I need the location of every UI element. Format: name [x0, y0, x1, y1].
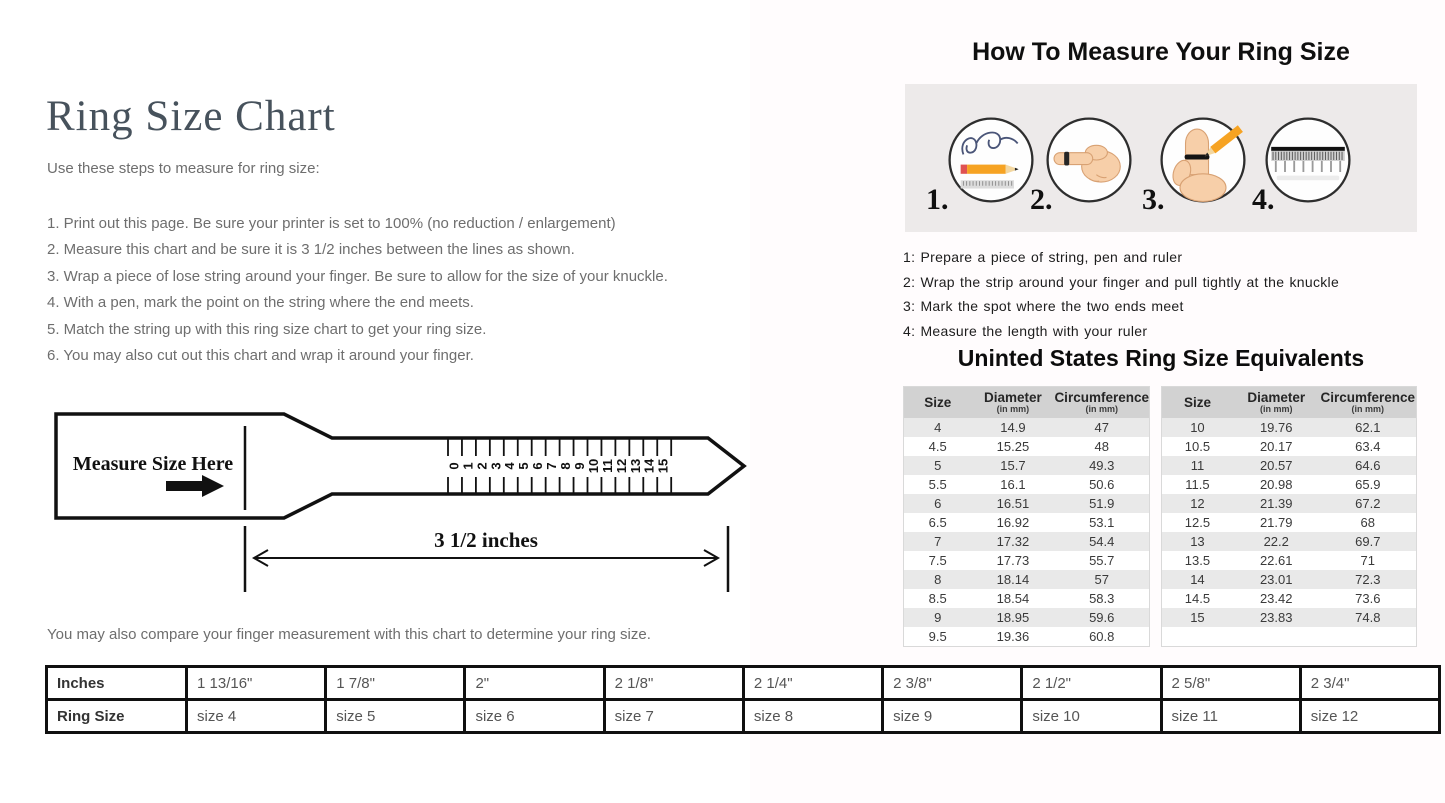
- scale-number: 2: [474, 462, 490, 470]
- table-cell: 16.1: [1000, 477, 1026, 492]
- table-cell: 7: [904, 532, 972, 551]
- instruction-line: 1. Print out this page. Be sure your printer is set to 100% (no reduction / enlargement): [47, 215, 616, 232]
- table-cell: 6.5: [928, 515, 947, 530]
- table-cell: size 6: [465, 700, 604, 733]
- table-cell: 49.3: [1054, 456, 1149, 475]
- table-cell: 2 1/8": [604, 667, 743, 700]
- table-cell: 16.92: [996, 515, 1030, 530]
- ring-sizer-graphic: [52, 406, 752, 602]
- filler-row: [1162, 627, 1417, 646]
- instruction-line: 5. Match the string up with this ring size chart to get your ring size.: [47, 320, 487, 338]
- table-cell: 4.5: [928, 439, 947, 454]
- unit-note: (in mm): [1085, 404, 1118, 414]
- table-cell: 5: [904, 456, 972, 475]
- table-cell: 63.4: [1355, 439, 1381, 454]
- table-cell: 18.95: [971, 608, 1054, 627]
- table-cell: 74.8: [1320, 608, 1417, 627]
- table-row: [47, 667, 1440, 700]
- table-cell: 15: [1162, 608, 1233, 627]
- table-cell: 22.2: [1233, 532, 1320, 551]
- table-cell: 2 1/4": [743, 667, 882, 700]
- table-cell: 17.32: [971, 532, 1054, 551]
- table-cell: 11.5: [1185, 477, 1210, 492]
- table-row: [904, 456, 1150, 475]
- table-row: [904, 551, 1150, 570]
- howto-step-number-1: 1.: [926, 183, 949, 216]
- mark-string-icon: [1157, 114, 1249, 206]
- table-row: [1162, 589, 1417, 608]
- table-row: [1162, 570, 1417, 589]
- table-cell: 23.42: [1259, 591, 1293, 606]
- column-header: Circumference (in mm): [1054, 387, 1149, 419]
- table-cell: 4: [904, 418, 972, 437]
- unit-note: (in mm): [996, 404, 1030, 414]
- width-label: 3 1/2 inches: [434, 528, 538, 552]
- table-row: [1162, 608, 1417, 627]
- table-cell: 51.9: [1054, 494, 1149, 513]
- table-cell: 72.3: [1320, 570, 1417, 589]
- table-cell: 2 5/8": [1161, 667, 1300, 700]
- table-row: [904, 437, 1150, 456]
- table-cell: size 12: [1300, 700, 1439, 733]
- table-cell: 2 1/2": [1022, 667, 1161, 700]
- scale-number: 13: [627, 458, 643, 474]
- instruction-line: 4. With a pen, mark the point on the string where the end meets.: [47, 294, 474, 312]
- scale-number: 8: [558, 462, 574, 470]
- table-row: [1162, 513, 1417, 532]
- column-header: Size: [1162, 387, 1233, 419]
- table-cell: 8.5: [928, 591, 947, 606]
- table-header: [904, 387, 1150, 419]
- string-pen-ruler-icon: [945, 114, 1037, 206]
- table-cell: size 10: [1022, 700, 1161, 733]
- table-cell: 50.6: [1089, 477, 1115, 492]
- unit-note: (in mm): [1259, 404, 1293, 414]
- table-cell: 15.25: [996, 439, 1030, 454]
- table-cell: 48: [1094, 439, 1109, 454]
- instruction-line: 6. You may also cut out this chart and wrap it around your finger.: [47, 347, 474, 365]
- instruction-line: 2. Measure this chart and be sure it is 3 1/2 inches between the lines as shown.: [47, 241, 575, 259]
- equivalents-title: Uninted States Ring Size Equivalents: [957, 345, 1365, 371]
- table-cell: 22.61: [1259, 553, 1293, 568]
- table-row: [904, 475, 1150, 494]
- table-row: [1162, 437, 1417, 456]
- table-cell: size 7: [604, 700, 743, 733]
- table-row: [1162, 456, 1417, 475]
- table-cell: 9: [904, 608, 972, 627]
- unit-note: (in mm): [1351, 404, 1385, 414]
- scale-number: 7: [544, 462, 560, 470]
- table-cell: 11: [1162, 456, 1233, 475]
- table-cell: size 4: [187, 700, 326, 733]
- scale-number: 12: [613, 458, 629, 474]
- table-cell: 59.6: [1054, 608, 1149, 627]
- table-cell: 71: [1360, 553, 1376, 568]
- table-cell: 2": [465, 667, 604, 700]
- table-cell: 1 7/8": [326, 667, 465, 700]
- table-cell: 57: [1054, 570, 1149, 589]
- table-cell: 23.01: [1233, 570, 1320, 589]
- table-row: [904, 418, 1150, 437]
- scale-number: 14: [641, 458, 657, 474]
- table-cell: 1 13/16": [187, 667, 326, 700]
- howto-step-number-3: 3.: [1142, 183, 1165, 216]
- table-cell: 64.6: [1320, 456, 1417, 475]
- howto-step-line: 3: Mark the spot where the two ends meet: [903, 298, 1184, 315]
- table-cell: 58.3: [1089, 591, 1115, 606]
- table-cell: size 11: [1161, 700, 1300, 733]
- howto-step-line: 2: Wrap the strip around your finger and pull tightly at the knuckle: [903, 273, 1340, 290]
- scale-number: 5: [516, 462, 532, 470]
- ring-size-table-left: [903, 386, 1150, 647]
- table-row: [904, 494, 1150, 513]
- table-row: [904, 532, 1150, 551]
- table-cell: 13: [1162, 532, 1233, 551]
- table-cell: 21.39: [1233, 494, 1320, 513]
- ruler-icon: [1262, 114, 1354, 206]
- table-cell: 12.5: [1184, 515, 1211, 530]
- table-cell: 19.76: [1233, 418, 1320, 437]
- table-cell: 53.1: [1089, 515, 1115, 530]
- table-cell: 73.6: [1355, 591, 1381, 606]
- scale-number: 11: [599, 459, 615, 473]
- compare-note: You may also compare your finger measurement with this chart to determine your ring size.: [47, 626, 651, 643]
- table-row: [904, 608, 1150, 627]
- scale-number: 0: [446, 462, 462, 470]
- table-cell: size 5: [326, 700, 465, 733]
- table-cell: 20.17: [1259, 439, 1293, 454]
- table-cell: 19.36: [996, 628, 1030, 644]
- table-cell: 7.5: [928, 553, 947, 568]
- table-cell: 55.7: [1089, 553, 1115, 568]
- column-header: Size: [904, 387, 972, 419]
- howto-step-number-2: 2.: [1030, 183, 1053, 216]
- table-cell: 10.5: [1184, 439, 1211, 454]
- table-cell: 20.57: [1233, 456, 1320, 475]
- scale-number: 3: [488, 462, 504, 470]
- table-cell: 21.79: [1259, 515, 1293, 530]
- ring-size-table-right: [1161, 386, 1417, 647]
- intro-text: Use these steps to measure for ring size:: [47, 160, 320, 177]
- column-header: Diameter (in mm): [1233, 387, 1320, 419]
- table-cell: 18.14: [971, 570, 1054, 589]
- table-cell: 17.73: [996, 553, 1030, 568]
- column-header: Diameter (in mm): [971, 387, 1054, 419]
- scale-number: 6: [530, 462, 546, 470]
- inches-conversion-table: [45, 665, 1441, 734]
- finger-string-icon: [1043, 114, 1135, 206]
- table-cell: 23.83: [1233, 608, 1320, 627]
- table-cell: size 9: [883, 700, 1022, 733]
- table-cell: 2 3/4": [1300, 667, 1439, 700]
- page-title: Ring Size Chart: [46, 93, 336, 140]
- scale-number: 1: [460, 462, 476, 470]
- table-cell: 54.4: [1054, 532, 1149, 551]
- table-cell: 9.5: [928, 628, 947, 644]
- table-cell: 15.7: [971, 456, 1054, 475]
- measure-here-label: Measure Size Here: [72, 453, 234, 475]
- table-cell: 69.7: [1320, 532, 1417, 551]
- scale-number: 15: [655, 458, 671, 474]
- table-header: [1162, 387, 1417, 419]
- table-cell: 68: [1360, 515, 1376, 530]
- table-row: [1162, 551, 1417, 570]
- filler-cell: [1162, 627, 1417, 646]
- table-cell: size 8: [743, 700, 882, 733]
- table-cell: 2 3/8": [883, 667, 1022, 700]
- table-row: [47, 700, 1440, 733]
- scale-number: 4: [502, 462, 518, 470]
- howto-step-number-4: 4.: [1252, 183, 1275, 216]
- row-header: Ring Size: [47, 700, 187, 733]
- table-row: [1162, 475, 1417, 494]
- table-cell: 65.9: [1355, 477, 1381, 492]
- table-cell: 13.5: [1184, 553, 1211, 568]
- table-cell: 14.5: [1184, 591, 1211, 606]
- table-cell: 10: [1162, 418, 1233, 437]
- howto-step-line: 1: Prepare a piece of string, pen and ruler: [903, 249, 1183, 265]
- table-cell: 47: [1054, 418, 1149, 437]
- measure-steps-list: [47, 211, 668, 369]
- table-cell: 60.8: [1089, 628, 1115, 644]
- scale-number: 9: [571, 462, 587, 470]
- table-row: [1162, 532, 1417, 551]
- howto-title: How To Measure Your Ring Size: [972, 38, 1350, 66]
- table-cell: 67.2: [1320, 494, 1417, 513]
- scale-number: 10: [585, 458, 601, 474]
- table-cell: 20.98: [1259, 477, 1293, 492]
- table-header-row: [904, 387, 1150, 419]
- howto-step-line: 4: Measure the length with your ruler: [903, 322, 1148, 339]
- table-row: [904, 513, 1150, 532]
- howto-steps-list: [903, 245, 1339, 343]
- table-cell: 8: [904, 570, 972, 589]
- table-header-row: [1162, 387, 1417, 419]
- table-cell: 6: [904, 494, 972, 513]
- table-cell: 16.51: [971, 494, 1054, 513]
- table-cell: 62.1: [1320, 418, 1417, 437]
- column-header: Circumference (in mm): [1320, 387, 1417, 419]
- table-row: [1162, 418, 1417, 437]
- table-row: [904, 627, 1150, 646]
- table-cell: 14: [1162, 570, 1233, 589]
- table-cell: 12: [1162, 494, 1233, 513]
- row-header: Inches: [47, 667, 187, 700]
- table-cell: 5.5: [928, 477, 947, 492]
- table-row: [1162, 494, 1417, 513]
- table-cell: 18.54: [996, 591, 1030, 606]
- instruction-line: 3. Wrap a piece of lose string around your finger. Be sure to allow for the size of your knuckle.: [47, 267, 668, 285]
- table-row: [904, 589, 1150, 608]
- table-row: [904, 570, 1150, 589]
- table-cell: 14.9: [971, 418, 1054, 437]
